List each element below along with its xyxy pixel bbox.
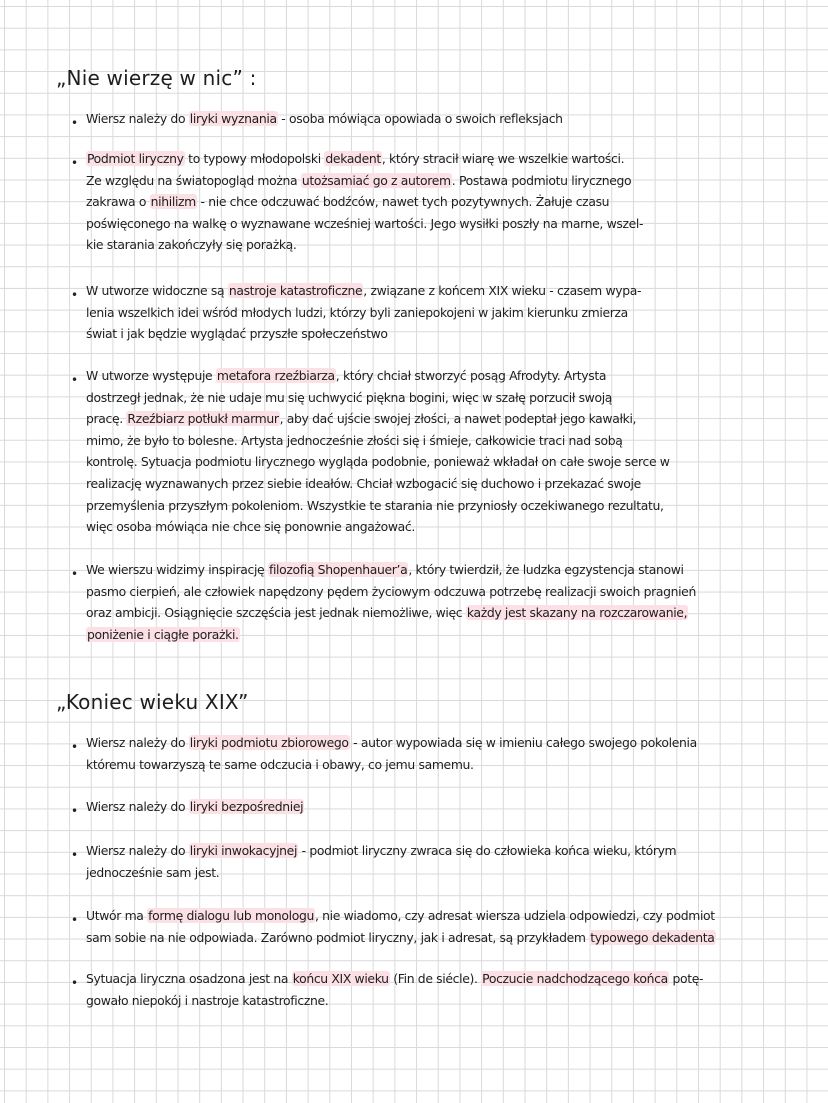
highlighted-phrase: dekadent bbox=[325, 151, 381, 166]
highlighted-phrase: Podmiot liryczny bbox=[87, 151, 184, 166]
highlighted-phrase: formę dialogu lub monologu bbox=[148, 908, 314, 923]
text-line bbox=[86, 862, 219, 884]
text-segment: mimo, że było to bolesne. Artysta jednocześnie złości się i śmieje, całkowicie traci nad sobą bbox=[86, 432, 623, 448]
text-line bbox=[86, 581, 696, 603]
text-segment: więc osoba mówiąca nie chce się ponownie angażować. bbox=[86, 519, 415, 535]
text-segment: - osoba mówiąca opowiada o swoich refleksjach bbox=[277, 111, 563, 126]
highlighted-phrase: Poczucie nadchodzącego końca bbox=[482, 971, 668, 986]
bullet-dot-icon: • bbox=[71, 156, 79, 170]
highlighted-phrase: końcu XIX wieku bbox=[292, 971, 389, 986]
text-segment: Wiersz należy do bbox=[86, 799, 189, 814]
text-segment: , związane z końcem XIX wieku - czasem wypa- bbox=[363, 283, 642, 298]
bullet-dot-icon: • bbox=[71, 567, 79, 581]
text-line bbox=[86, 516, 415, 538]
text-line bbox=[86, 473, 641, 495]
text-line bbox=[86, 905, 715, 927]
highlighted-phrase: każdy jest skazany na rozczarowanie, bbox=[466, 605, 688, 621]
text-segment: Utwór ma bbox=[86, 908, 148, 923]
text-segment: realizację wyznawanych przez siebie ideałów. Chciał wzbogacić się duchowo i przekazać swoje bbox=[86, 476, 641, 491]
text-segment: pracę. bbox=[86, 411, 127, 427]
text-line bbox=[86, 234, 297, 256]
bullet-dot-icon: • bbox=[71, 804, 79, 818]
text-segment: zakrawa o bbox=[86, 194, 150, 210]
text-line bbox=[86, 408, 636, 430]
text-segment: We wierszu widzimy inspirację bbox=[86, 562, 268, 577]
highlighted-phrase: filozofią Shopenhauer’a bbox=[268, 562, 408, 577]
text-line bbox=[86, 451, 670, 473]
text-segment: , który twierdził, że ludzka egzystencja stanowi bbox=[408, 562, 684, 577]
text-segment: W utworze występuje bbox=[86, 368, 216, 383]
text-line bbox=[86, 170, 631, 192]
text-segment: Sytuacja liryczna osadzona jest na bbox=[86, 971, 292, 986]
text-segment: oraz ambicji. Osiągnięcie szczęścia jest jednak niemożliwe, więc bbox=[86, 605, 466, 621]
text-line bbox=[86, 602, 688, 624]
highlighted-phrase: liryki podmiotu zbiorowego bbox=[189, 735, 349, 750]
text-segment: . Postawa podmiotu lirycznego bbox=[451, 172, 632, 188]
bullet-dot-icon: • bbox=[71, 913, 79, 927]
text-line bbox=[86, 796, 304, 818]
text-line bbox=[86, 732, 697, 754]
bullet-dot-icon: • bbox=[71, 848, 79, 862]
text-segment: sam sobie na nie odpowiada. Zarówno podmiot liryczny, jak i adresat, są przykładem bbox=[86, 929, 590, 945]
bullet-dot-icon: • bbox=[71, 976, 79, 990]
section-title-nie-wierze-w-nic: „Nie wierzę w nic” : bbox=[56, 66, 257, 90]
text-segment: Wiersz należy do bbox=[86, 111, 189, 126]
highlighted-phrase: poniżenie i ciągłe porażki. bbox=[87, 626, 239, 642]
text-segment: , który stracił wiarę we wszelkie wartości. bbox=[381, 151, 625, 166]
text-segment: jednocześnie sam jest. bbox=[86, 864, 220, 880]
section-title-koniec-wieku: „Koniec wieku XIX” bbox=[56, 690, 249, 714]
text-line bbox=[86, 387, 612, 409]
text-line bbox=[86, 148, 624, 170]
text-segment: któremu towarzyszą te same odczucia i obawy, co jemu samemu. bbox=[86, 756, 474, 772]
text-line bbox=[86, 430, 622, 452]
text-line bbox=[86, 840, 676, 862]
text-segment: Wiersz należy do bbox=[86, 843, 189, 858]
highlighted-phrase: liryki inwokacyjnej bbox=[189, 843, 298, 858]
text-segment: poświęconego na walkę o wyznawane wcześniej wartości. Jego wysiłki poszły na marne, wszel- bbox=[86, 215, 644, 231]
text-segment: - podmiot liryczny zwraca się do człowieka końca wieku, którym bbox=[298, 843, 677, 858]
highlighted-phrase: Rzeźbiarz potłukł marmur bbox=[127, 411, 279, 427]
text-segment: , który chciał stworzyć posąg Afrodyty. Artysta bbox=[335, 368, 607, 383]
bullet-dot-icon: • bbox=[71, 116, 79, 130]
text-segment: , aby dać ujście swojej złości, a nawet podeptał jego kawałki, bbox=[279, 411, 637, 427]
text-line bbox=[86, 302, 628, 324]
text-line bbox=[86, 191, 609, 213]
text-line bbox=[86, 624, 240, 646]
bullet-dot-icon: • bbox=[71, 288, 79, 302]
text-segment: Wiersz należy do bbox=[86, 735, 189, 750]
text-line bbox=[86, 108, 563, 130]
text-line bbox=[86, 990, 328, 1012]
text-segment: - nie chce odczuwać bodźców, nawet tych pozytywnych. Żałuje czasu bbox=[196, 194, 610, 210]
text-line bbox=[86, 213, 643, 235]
highlighted-phrase: liryki bezpośredniej bbox=[189, 799, 304, 814]
highlighted-phrase: nihilizm bbox=[150, 194, 196, 210]
text-line bbox=[86, 559, 684, 581]
highlighted-phrase: metafora rzeźbiarza bbox=[216, 368, 335, 383]
text-segment: świat i jak będzie wyglądać przyszłe społeczeństwo bbox=[86, 326, 388, 342]
text-segment: , nie wiadomo, czy adresat wiersza udziela odpowiedzi, czy podmiot bbox=[315, 908, 715, 923]
highlighted-phrase: nastroje katastroficzne bbox=[228, 283, 363, 298]
text-line bbox=[86, 495, 664, 517]
highlighted-phrase: liryki wyznania bbox=[189, 111, 277, 126]
highlighted-phrase: typowego dekadenta bbox=[590, 929, 715, 945]
text-line bbox=[86, 280, 641, 302]
text-segment: gowało niepokój i nastroje katastroficzne. bbox=[86, 992, 329, 1008]
highlighted-phrase: utożsamiać go z autorem bbox=[301, 172, 451, 188]
text-line bbox=[86, 365, 606, 387]
text-segment: (Fin de siécle). bbox=[389, 971, 482, 986]
text-segment: kontrolę. Sytuacja podmiotu lirycznego wygląda podobnie, ponieważ wkładał on całe swoje serce w bbox=[86, 454, 670, 470]
text-segment: przemyślenia przyszłym pokoleniom. Wszystkie te starania nie przyniosły oczekiwanego rezultatu, bbox=[86, 497, 664, 513]
text-line bbox=[86, 968, 703, 990]
text-segment: Ze względu na światopogląd można bbox=[86, 172, 301, 188]
text-segment: potę- bbox=[668, 971, 704, 986]
text-segment: W utworze widoczne są bbox=[86, 283, 228, 298]
text-segment: lenia wszelkich idei wśród młodych ludzi, którzy byli zaniepokojeni w jakim kierunku zmierza bbox=[86, 304, 628, 320]
bullet-dot-icon: • bbox=[71, 373, 79, 387]
bullet-dot-icon: • bbox=[71, 740, 79, 754]
text-line bbox=[86, 323, 388, 345]
text-line bbox=[86, 754, 474, 776]
text-segment: dostrzegł jednak, że nie udaje mu się uchwycić piękna bogini, więc w szałę porzucił swoją bbox=[86, 389, 613, 405]
text-segment: to typowy młodopolski bbox=[184, 151, 325, 166]
text-segment: - autor wypowiada się w imieniu całego swojego pokolenia bbox=[349, 735, 697, 750]
text-segment: kie starania zakończyły się porażką. bbox=[86, 237, 297, 253]
text-segment: pasmo cierpień, ale człowiek napędzony pędem życiowym odczuwa potrzebę realizacji swoich pragnień bbox=[86, 583, 696, 599]
text-line bbox=[86, 927, 716, 949]
